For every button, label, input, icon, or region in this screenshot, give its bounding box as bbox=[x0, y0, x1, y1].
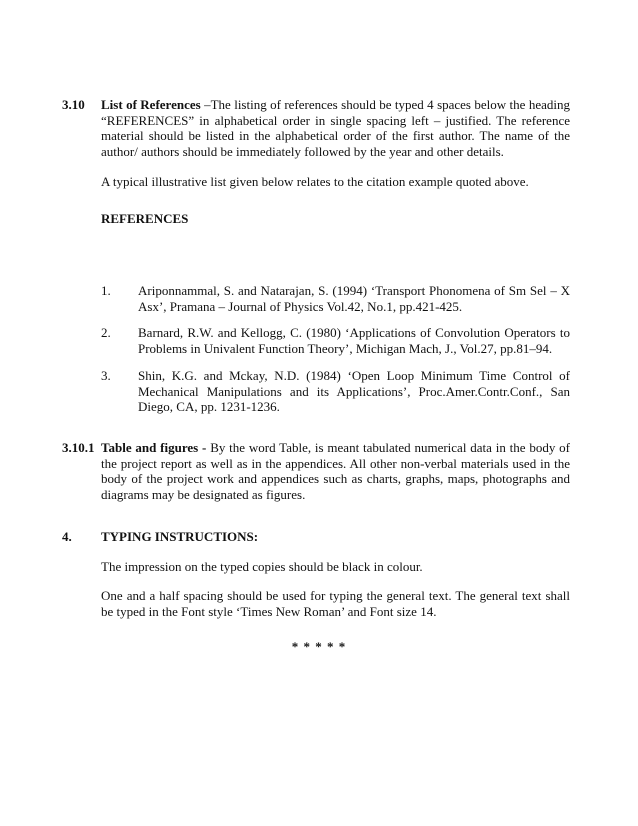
reference-number: 3. bbox=[101, 368, 111, 383]
references-heading: REFERENCES bbox=[101, 211, 189, 226]
end-marker: * * * * * bbox=[291, 639, 347, 654]
section-paragraph: The impression on the typed copies should be black in colour. bbox=[101, 558, 423, 574]
section-3-10-1 bbox=[62, 440, 570, 502]
section-text: By the word Table, is meant tabulated numerical data in the body of the project report as well as in the appendices. All other non-verbal materials used in the body of the project work and appendices such as charts, graphs, maps, photographs and diagrams may be designated as figures. bbox=[101, 440, 570, 502]
section-text: –The listing of references should be typed 4 spaces below the heading “REFERENCES” in alphabetical order in single spacing left – justified. The reference material should be listed in the alphabetical order of the first author. The name of the author/ authors should be immediately followed by the year and other details. bbox=[101, 97, 570, 159]
section-3-10 bbox=[62, 97, 570, 190]
section-paragraph-2: A typical illustrative list given below relates to the citation example quoted above. bbox=[101, 174, 529, 189]
section-paragraph bbox=[101, 440, 570, 502]
reference-text: Shin, K.G. and Mckay, N.D. (1984) ‘Open Loop Minimum Time Control of Mechanical Manipulations and its Applications’, Proc.Amer.Contr.Conf., San Diego, CA, pp. 1231-1236. bbox=[138, 368, 570, 414]
section-number: 4. bbox=[62, 529, 72, 544]
section-4 bbox=[62, 529, 570, 619]
reference-text: Ariponnammal, S. and Natarajan, S. (1994) ‘Transport Phonomena of Sm Sel – X Asx’, Pramana – Journal of Physics Vol.42, No.1, pp.421-425. bbox=[138, 283, 570, 314]
reference-text: Barnard, R.W. and Kellogg, C. (1980) ‘Applications of Convolution Operators to Problems in Univalent Function Theory’, Michigan Mach, J., Vol.27, pp.81–94. bbox=[138, 325, 570, 356]
section-number: 3.10 bbox=[62, 97, 85, 112]
section-number: 3.10.1 bbox=[62, 440, 95, 455]
section-title: Table and figures - bbox=[101, 440, 211, 455]
section-paragraph bbox=[101, 97, 570, 159]
section-body bbox=[101, 529, 570, 619]
reference-item bbox=[101, 283, 570, 314]
reference-item bbox=[101, 368, 570, 415]
reference-item bbox=[101, 325, 570, 356]
section-body bbox=[101, 97, 570, 190]
reference-number: 2. bbox=[101, 325, 111, 340]
reference-number: 1. bbox=[101, 283, 111, 298]
section-title: List of References bbox=[101, 97, 201, 112]
section-paragraph-2: One and a half spacing should be used for typing the general text. The general text shall be typed in the Font style ‘Times New Roman’ and Font size 14. bbox=[101, 588, 570, 619]
section-title: TYPING INSTRUCTIONS: bbox=[101, 529, 259, 544]
section-body bbox=[101, 440, 570, 502]
